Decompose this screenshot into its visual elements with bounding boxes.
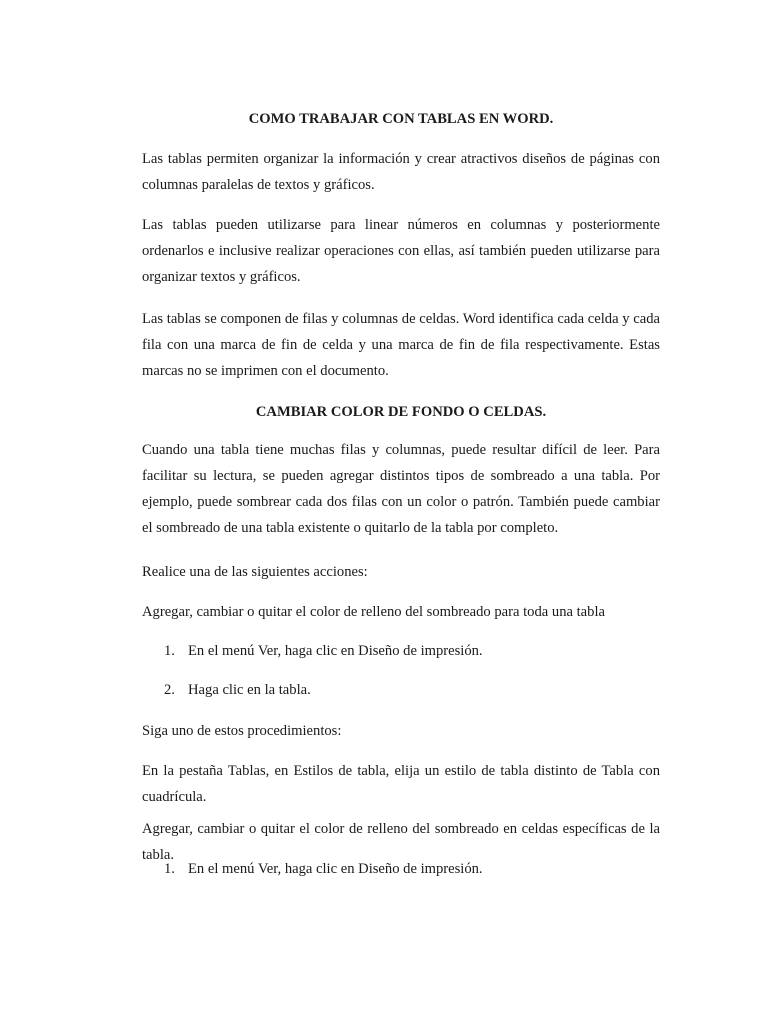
section-paragraph: Cuando una tabla tiene muchas filas y columnas, puede resultar difícil de leer. Para facilitar su lectura, se pueden agregar distintos tipos de sombreado a una tabla. Por ejemplo, puede sombrear cada dos filas con un color o patrón. También puede cambiar el sombreado de una tabla existente o quitarlo de la tabla por completo. (142, 442, 660, 536)
specific-cells-heading: Agregar, cambiar o quitar el color de relleno del sombreado en celdas específicas de la tabla. (142, 821, 660, 863)
intro-paragraph-2: Las tablas pueden utilizarse para linear números en columnas y posteriormente ordenarlos e inclusive realizar operaciones con ellas, así también pueden utilizarse para organizar textos y gráficos. (142, 217, 660, 285)
actions-intro: Realice una de las siguientes acciones: (142, 564, 368, 580)
intro-paragraph-3: Las tablas se componen de filas y columnas de celdas. Word identifica cada celda y cada fila con una marca de fin de celda y una marca de fin de fila respectivamente. Estas marcas no se imprimen con el documento. (142, 311, 660, 379)
section-heading: CAMBIAR COLOR DE FONDO O CELDAS. (255, 404, 547, 420)
list-text: Haga clic en la tabla. (188, 682, 311, 698)
document-title: COMO TRABAJAR CON TABLAS EN WORD. (248, 111, 554, 127)
list-text: En el menú Ver, haga clic en Diseño de impresión. (188, 861, 483, 877)
list-text: En el menú Ver, haga clic en Diseño de impresión. (188, 643, 483, 659)
whole-table-heading: Agregar, cambiar o quitar el color de relleno del sombreado para toda una tabla (142, 604, 605, 620)
tab-instruction: En la pestaña Tablas, en Estilos de tabla, elija un estilo de tabla distinto de Tabla con cuadrícula. (142, 763, 660, 805)
intro-paragraph-1: Las tablas permiten organizar la información y crear atractivos diseños de páginas con columnas paralelas de textos y gráficos. (142, 151, 660, 193)
procedures-intro: Siga uno de estos procedimientos: (142, 723, 342, 739)
list-number: 2. (164, 682, 175, 698)
list-number: 1. (164, 643, 175, 659)
list-number: 1. (164, 861, 175, 877)
